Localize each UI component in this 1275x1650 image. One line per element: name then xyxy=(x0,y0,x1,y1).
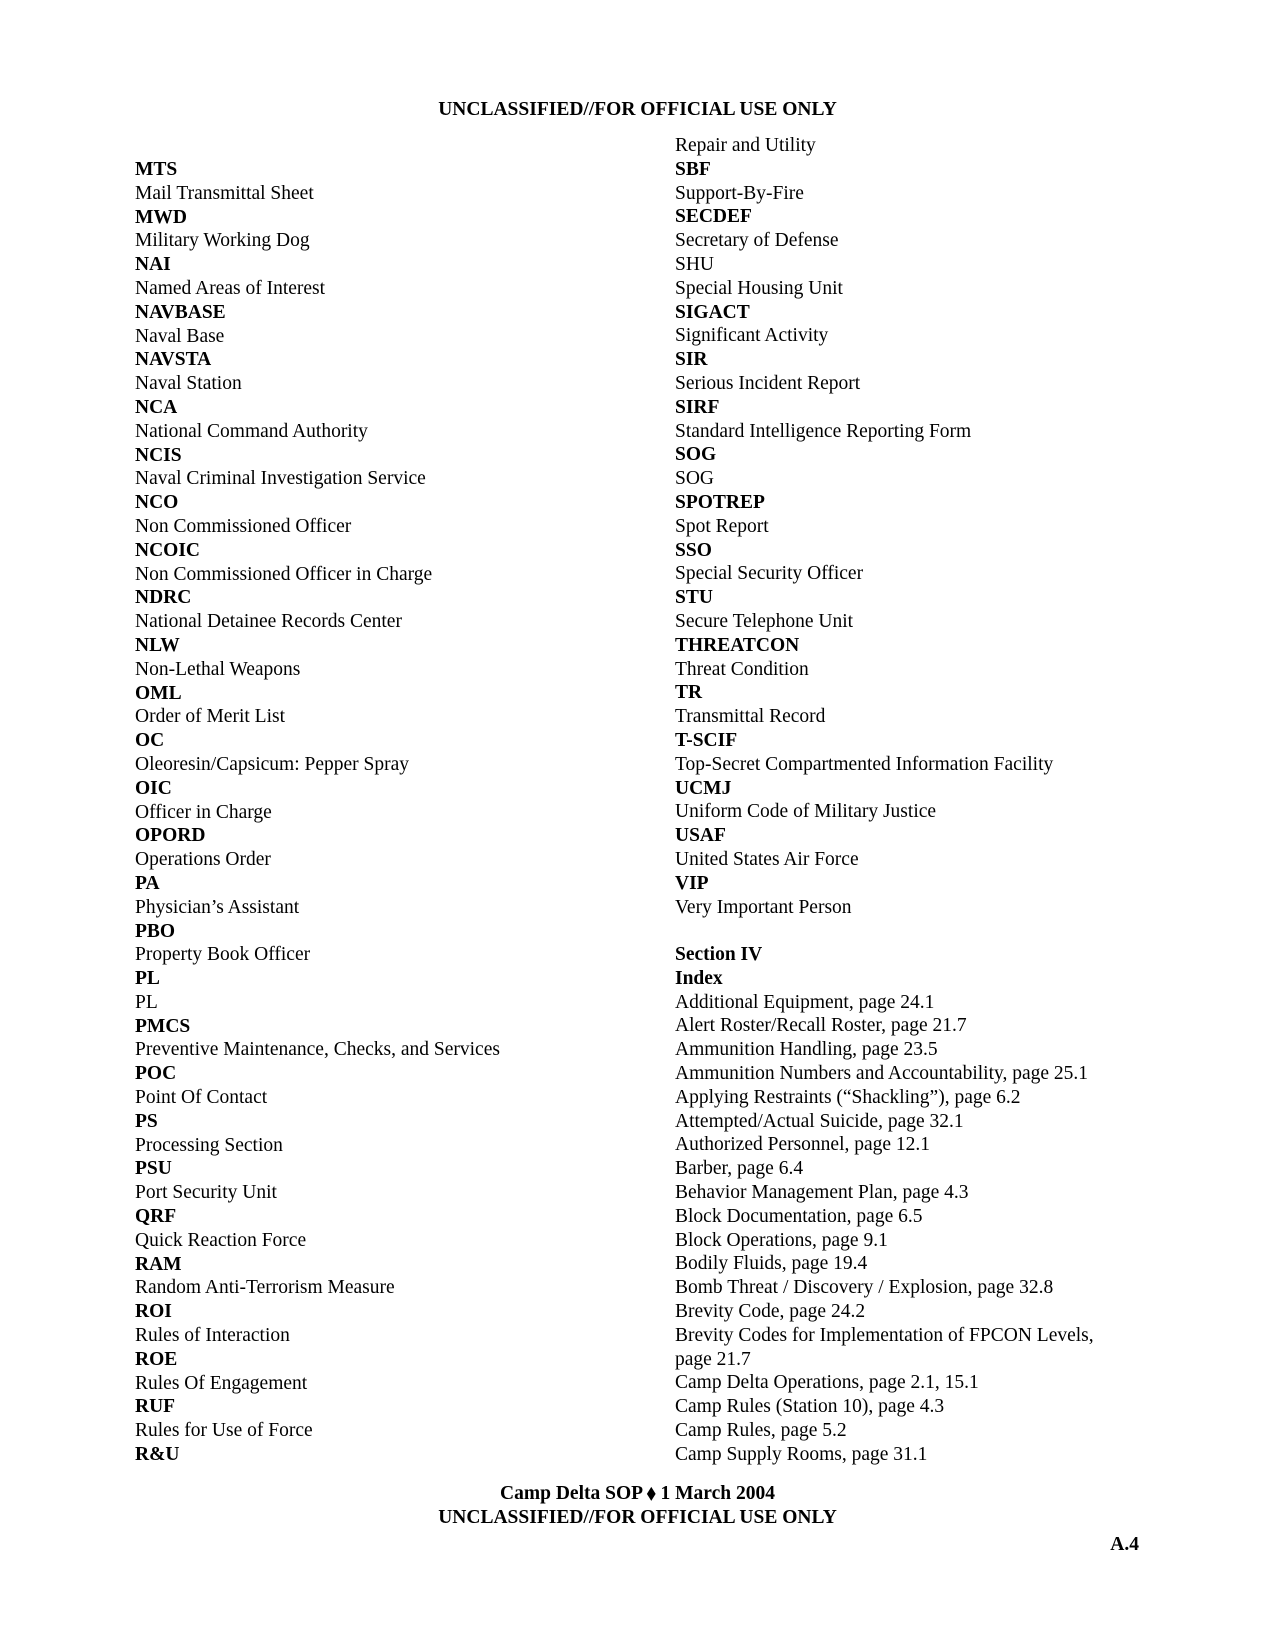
glossary-right-column xyxy=(675,134,1235,1467)
glossary-definition: Naval Station xyxy=(135,373,242,395)
glossary-term: VIP xyxy=(675,872,709,894)
glossary-definition: Secure Telephone Unit xyxy=(675,610,854,632)
index-item: page 21.7 xyxy=(675,1348,751,1370)
index-item: Applying Restraints (“Shackling”), page 6.2 xyxy=(675,1086,1021,1108)
index-item: Camp Rules, page 5.2 xyxy=(675,1420,847,1442)
blank-spacer xyxy=(675,919,1235,943)
glossary-definition: Preventive Maintenance, Checks, and Services xyxy=(135,1039,500,1061)
glossary-term: SOG xyxy=(675,444,717,466)
glossary-definition: Property Book Officer xyxy=(135,944,311,966)
glossary-term: SPOTREP xyxy=(675,491,765,513)
index-item: Bodily Fluids, page 19.4 xyxy=(675,1253,868,1275)
index-item: Bomb Threat / Discovery / Explosion, page 32.8 xyxy=(675,1277,1054,1299)
glossary-definition: Order of Merit List xyxy=(135,706,286,728)
glossary-term: PSU xyxy=(135,1158,172,1180)
glossary-definition: SOG xyxy=(675,468,715,490)
classification-header: UNCLASSIFIED//FOR OFFICIAL USE ONLY xyxy=(438,99,837,120)
glossary-term: NCOIC xyxy=(135,539,201,561)
index-list xyxy=(675,991,1235,1467)
glossary-definition: Spot Report xyxy=(675,515,769,537)
index-item: Attempted/Actual Suicide, page 32.1 xyxy=(675,1110,964,1132)
glossary-definition: Uniform Code of Military Justice xyxy=(675,801,937,823)
index-item: Additional Equipment, page 24.1 xyxy=(675,991,935,1013)
glossary-term: MTS xyxy=(135,159,178,180)
glossary-definition: Very Important Person xyxy=(675,896,852,918)
glossary-term: SECDEF xyxy=(675,206,752,228)
index-item: Camp Supply Rooms, page 31.1 xyxy=(675,1443,928,1465)
glossary-definition: United States Air Force xyxy=(675,848,859,870)
glossary-definition: Transmittal Record xyxy=(675,706,826,728)
glossary-term: PMCS xyxy=(135,1015,191,1037)
index-item: Ammunition Numbers and Accountability, page 25.1 xyxy=(675,1063,1089,1085)
glossary-term: ROE xyxy=(135,1348,178,1370)
footer-classification: UNCLASSIFIED//FOR OFFICIAL USE ONLY xyxy=(438,1507,837,1528)
glossary-definition: Point Of Contact xyxy=(135,1087,268,1109)
index-item: Camp Delta Operations, page 2.1, 15.1 xyxy=(675,1372,979,1394)
glossary-term: RAM xyxy=(135,1253,182,1275)
glossary-definition: Threat Condition xyxy=(675,658,809,680)
section-title: Section IV xyxy=(675,944,763,966)
glossary-term: STU xyxy=(675,587,713,609)
glossary-definition: Physician’s Assistant xyxy=(135,896,300,918)
glossary-term: NAVSTA xyxy=(135,349,212,371)
glossary-term: TR xyxy=(675,682,703,704)
glossary-term: T-SCIF xyxy=(675,729,738,751)
glossary-definition: Non-Lethal Weapons xyxy=(135,658,301,680)
glossary-term: NAVBASE xyxy=(135,301,226,323)
index-item: Behavior Management Plan, page 4.3 xyxy=(675,1182,969,1204)
glossary-definition: National Detainee Records Center xyxy=(135,611,402,633)
glossary-term: OC xyxy=(135,730,165,752)
glossary-definition: Significant Activity xyxy=(675,325,829,347)
glossary-definition: National Command Authority xyxy=(135,420,368,442)
page-number: A.4 xyxy=(1110,1534,1139,1555)
glossary-term: POC xyxy=(135,1063,177,1085)
glossary-definition: Oleoresin/Capsicum: Pepper Spray xyxy=(135,753,410,775)
glossary-definition: Support-By-Fire xyxy=(675,182,804,204)
index-item: Ammunition Handling, page 23.5 xyxy=(675,1039,938,1061)
glossary-definition: Standard Intelligence Reporting Form xyxy=(675,420,972,442)
index-item: Block Documentation, page 6.5 xyxy=(675,1205,923,1227)
glossary-term: MWD xyxy=(135,206,187,228)
glossary-definition: Officer in Charge xyxy=(135,801,272,823)
section-subtitle: Index xyxy=(675,967,723,989)
glossary-right-entries xyxy=(675,158,1235,920)
glossary-term: ROI xyxy=(135,1301,172,1323)
glossary-definition: PL xyxy=(135,991,158,1013)
glossary-definition: Mail Transmittal Sheet xyxy=(135,182,314,204)
glossary-term: SSO xyxy=(675,539,712,561)
glossary-term: QRF xyxy=(135,1206,177,1228)
glossary-term: NLW xyxy=(135,634,180,656)
glossary-definition: Quick Reaction Force xyxy=(135,1229,307,1251)
glossary-definition: Random Anti-Terrorism Measure xyxy=(135,1277,395,1299)
glossary-term: SBF xyxy=(675,158,711,180)
glossary-term: RUF xyxy=(135,1396,176,1418)
glossary-term: OML xyxy=(135,682,182,704)
index-item: Alert Roster/Recall Roster, page 21.7 xyxy=(675,1015,967,1037)
glossary-term: THREATCON xyxy=(675,634,800,656)
glossary-term: SIRF xyxy=(675,396,720,418)
footer-document-title: Camp Delta SOP ⬧ 1 March 2004 xyxy=(500,1483,775,1504)
glossary-term: SHU xyxy=(675,253,715,275)
glossary-definition: Named Areas of Interest xyxy=(135,277,326,299)
glossary-definition: Operations Order xyxy=(135,849,271,871)
glossary-term: R&U xyxy=(135,1444,180,1466)
glossary-definition: Naval Base xyxy=(135,325,225,347)
glossary-term: OPORD xyxy=(135,825,206,847)
glossary-definition: Non Commissioned Officer xyxy=(135,515,352,537)
glossary-term: UCMJ xyxy=(675,777,732,799)
glossary-term: OIC xyxy=(135,777,172,799)
page-footer xyxy=(0,1482,1275,1530)
glossary-definition: Rules of Interaction xyxy=(135,1325,290,1347)
index-item: Block Operations, page 9.1 xyxy=(675,1229,888,1251)
glossary-definition: Rules for Use of Force xyxy=(135,1420,313,1442)
glossary-definition: Serious Incident Report xyxy=(675,372,861,394)
glossary-term: NCIS xyxy=(135,444,182,466)
glossary-term: PL xyxy=(135,968,160,990)
index-item: Brevity Codes for Implementation of FPCON Levels, xyxy=(675,1324,1094,1346)
glossary-definition: Port Security Unit xyxy=(135,1182,277,1204)
glossary-left-column xyxy=(135,158,655,1467)
glossary-term: SIGACT xyxy=(675,301,750,323)
glossary-definition: Military Working Dog xyxy=(135,230,310,252)
glossary-term: NAI xyxy=(135,254,171,276)
glossary-definition: Special Housing Unit xyxy=(675,277,843,299)
continued-definition: Repair and Utility xyxy=(675,135,816,156)
glossary-term: PBO xyxy=(135,920,176,942)
glossary-term: SIR xyxy=(675,349,708,371)
glossary-term: NCA xyxy=(135,396,178,418)
glossary-definition: Secretary of Defense xyxy=(675,230,839,252)
index-item: Barber, page 6.4 xyxy=(675,1158,804,1180)
glossary-term: NDRC xyxy=(135,587,192,609)
glossary-definition: Top-Secret Compartmented Information Facility xyxy=(675,753,1054,775)
glossary-term: USAF xyxy=(675,825,726,847)
index-item: Authorized Personnel, page 12.1 xyxy=(675,1134,931,1156)
index-item: Brevity Code, page 24.2 xyxy=(675,1301,866,1323)
glossary-definition: Processing Section xyxy=(135,1134,283,1156)
glossary-term: PS xyxy=(135,1110,158,1132)
glossary-definition: Naval Criminal Investigation Service xyxy=(135,468,426,490)
glossary-definition: Rules Of Engagement xyxy=(135,1372,308,1394)
glossary-term: NCO xyxy=(135,492,179,514)
index-item: Camp Rules (Station 10), page 4.3 xyxy=(675,1396,945,1418)
glossary-term: PA xyxy=(135,872,160,894)
glossary-definition: Non Commissioned Officer in Charge xyxy=(135,563,433,585)
glossary-definition: Special Security Officer xyxy=(675,563,864,585)
